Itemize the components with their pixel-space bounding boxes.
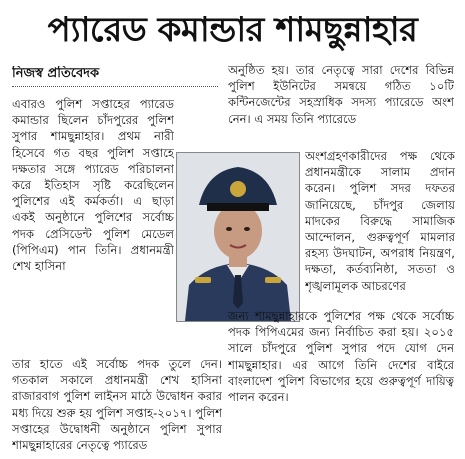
article-paragraph-right-top: অনুষ্ঠিত হয়। তার নেতৃত্বে সারা দেশের বিভিন্ন পুলিশ ইউনিটের সমন্বয়ে গঠিত ১০টি কন্টিনজেন্টের সহস্রাধিক সদস্য প্যারেডে অংশ নেন। এ সময় তিনি প্যারেডে: [228, 63, 454, 126]
officer-portrait-illustration: [177, 153, 299, 321]
article-paragraph-left-top: এবারও পুলিশ সপ্তাহের প্যারেড কমান্ডার ছিলেন চাঁদপুরের পুলিশ সুপার শামছুন্নাহার। প্রথম নারী হিসেবে গত বছর পুলিশ সপ্তাহে দক্ষতার সঙ্গে প্যারেড পরিচালনা করে ইতিহাস সৃষ্টি করেছিলেন পুলিশের এই কর্মকর্তা। এ ছাড়া একই অনুষ্ঠানে পুলিশের সর্বোচ্চ পদক প্রেসিডেন্ট পুলিশ মেডেল (পিপিএম) পান তিনি। প্রধানমন্ত্রী শেখ হাসিনা: [12, 97, 174, 274]
article-paragraph-left-bottom: তার হাতে এই সর্বোচ্চ পদক তুলে দেন। গতকাল সকালে প্রধানমন্ত্রী শেখ হাসিনা রাজারবাগ পুলিশ লাইনস মাঠে উদ্বোধন করার মধ্য দিয়ে শুরু হয় পুলিশ সপ্তাহ-২০১৭। পুলিশ সপ্তাহের উদ্বোধনী অনুষ্ঠানে পুলিশ সুপার শামছুন্নাহারের নেতৃত্বে প্যারেড: [12, 357, 222, 453]
byline-divider: [12, 86, 218, 87]
eye-left: [226, 227, 232, 231]
cap-visor: [207, 203, 269, 211]
officer-photo: [176, 152, 300, 322]
cap-badge-icon: [230, 181, 246, 197]
article-paragraph-right-bottom: জন্য শামছুন্নাহারকে পুলিশের পক্ষ থেকে সর্বোচ্চ পদক পিপিএমের জন্য নির্বাচিত করা হয়। ২০১৫ সালে চাঁদপুরে পুলিশ সুপার পদে যোগ দেন শামছুন্নাহার। এর আগে তিনি দেশের বাইরে বাংলাদেশ পুলিশ বিভাগের হয়ে গুরুত্বপূর্ণ দায়িত্ব পালন করেন।: [228, 309, 454, 405]
headline: প্যারেড কমান্ডার শামছুন্নাহার: [47, 10, 418, 50]
eye-right: [244, 227, 250, 231]
face-shape: [214, 203, 262, 259]
article-paragraph-right-mid: অংশগ্রহণকারীদের পক্ষ থেকে প্রধানমন্ত্রীকে সালাম প্রদান করেন। পুলিশ সদর দফতর জানিয়েছে, চাঁদপুর জেলায় মাদকের বিরুদ্ধে সামাজিক আন্দোলন, গুরুত্বপূর্ণ মামলার রহস্য উদঘাটন, অপরাধ নিয়ন্ত্রণ, দক্ষতা, কর্তব্যনিষ্ঠা, সততা ও শৃঙ্খলামূলক আচরণের: [305, 149, 455, 293]
shoulder-badge-left: [195, 277, 211, 283]
byline: নিজস্ব প্রতিবেদক: [12, 66, 100, 81]
shoulder-badge-right: [265, 277, 281, 283]
